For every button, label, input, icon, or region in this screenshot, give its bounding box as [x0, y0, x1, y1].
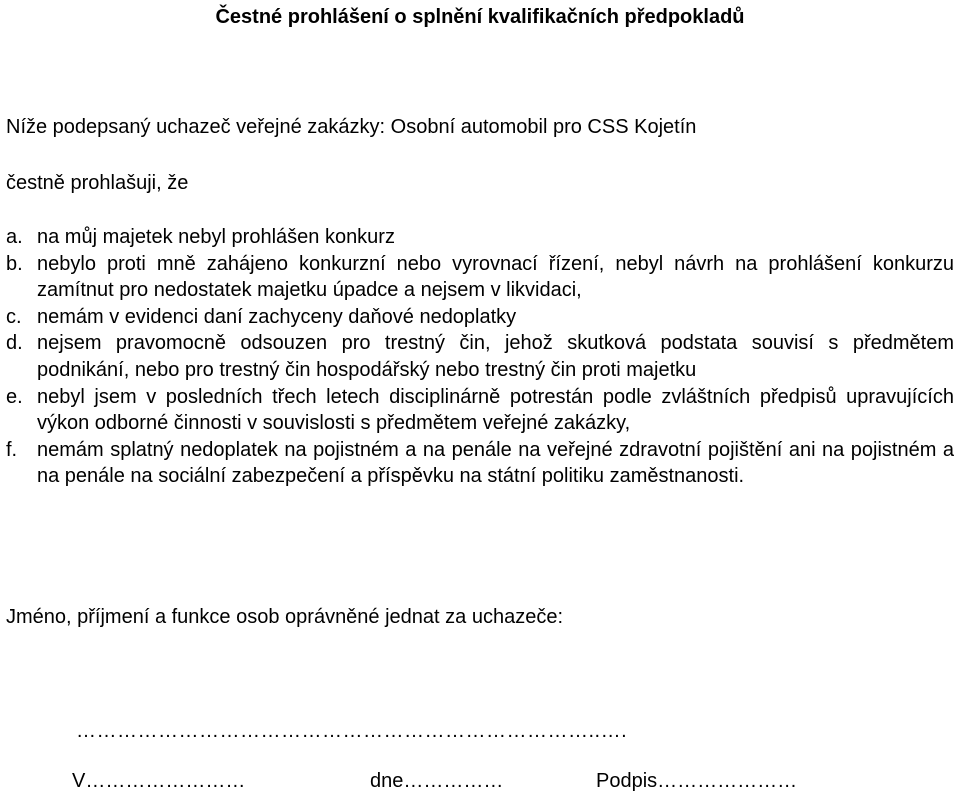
place-field: V…………………… — [72, 770, 246, 792]
authorized-persons-label: Jméno, příjmení a funkce osob oprávněné jednat za uchazeče: — [6, 606, 564, 628]
list-item — [6, 437, 954, 490]
list-item-text: na můj majetek nebyl prohlášen konkurz — [37, 226, 395, 248]
list-item-text: nemám splatný nedoplatek na pojistném a na penále na veřejné zdravotní pojištění ani na pojistném a na penále na sociální zabezpečení a příspěvku na státní politiku zaměstnanosti. — [37, 438, 954, 488]
list-marker: f. — [6, 438, 18, 461]
signature-line — [72, 768, 797, 794]
list-marker: d. — [6, 332, 23, 355]
list-item-text: nemám v evidenci daní zachyceny daňové nedoplatky — [37, 305, 517, 328]
list-item-text: nebyl jsem v posledních třech letech disciplinárně potrestán podle zvláštních předpisů upravujících výkon odborné činnosti v souvislosti s předmětem veřejné zakázky, — [37, 385, 954, 435]
intro-paragraph: Níže podepsaný uchazeč veřejné zakázky: Osobní automobil pro CSS Kojetín — [6, 116, 697, 138]
date-field: dne…………… — [370, 770, 504, 792]
list-marker: c. — [6, 305, 22, 328]
list-item-text: nebylo proti mně zahájeno konkurzní nebo vyrovnací řízení, nebyl návrh na prohlášení konkurzu zamítnut pro nedostatek majetku úpadce a nejsem v likvidaci, — [37, 252, 954, 302]
document-title: Čestné prohlášení o splnění kvalifikačních předpokladů — [215, 6, 745, 28]
persons-fill-line: …………………………………………………………………..…. — [76, 720, 628, 742]
list-item — [6, 304, 954, 331]
list-marker: e. — [6, 385, 23, 408]
list-marker: b. — [6, 252, 23, 275]
signature-field: Podpis………………… — [596, 770, 798, 792]
declaration-statement: čestně prohlašuji, že — [6, 172, 189, 194]
list-item — [6, 251, 954, 304]
list-item — [6, 224, 954, 251]
list-item-text: nejsem pravomocně odsouzen pro trestný čin, jehož skutková podstata souvisí s předmětem podnikání, nebo pro trestný čin hospodářský nebo trestný čin proti majetku — [37, 332, 954, 381]
declaration-list — [6, 224, 954, 490]
list-item — [6, 384, 954, 437]
list-marker: a. — [6, 226, 23, 248]
list-item — [6, 330, 954, 383]
